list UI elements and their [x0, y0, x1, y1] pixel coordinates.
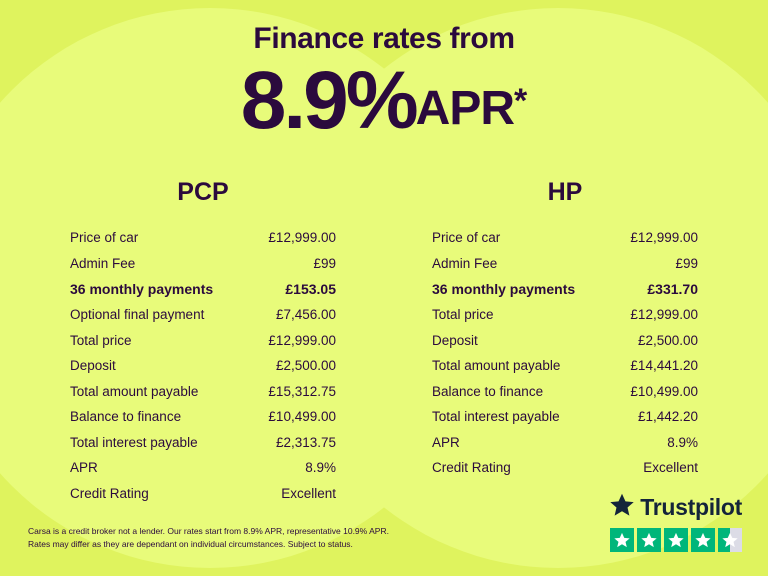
row-value: £99	[675, 255, 698, 271]
apr-headline	[0, 55, 768, 146]
row-label: Total amount payable	[70, 383, 199, 399]
table-row	[432, 404, 698, 430]
trustpilot-star-icon	[609, 492, 635, 523]
row-value: Excellent	[643, 460, 698, 476]
table-row	[70, 328, 336, 354]
row-value: £2,500.00	[637, 332, 698, 348]
table-row	[70, 379, 336, 405]
column-hp	[384, 178, 746, 506]
row-value: £2,500.00	[275, 358, 336, 374]
row-label: Price of car	[432, 230, 501, 245]
row-label: Price of car	[70, 230, 139, 245]
row-label: Total interest payable	[70, 434, 198, 450]
row-label: 36 monthly payments	[432, 281, 576, 298]
row-value: £7,456.00	[275, 307, 336, 323]
row-value: Excellent	[281, 485, 336, 501]
table-row	[432, 379, 698, 405]
row-label: Total interest payable	[432, 409, 560, 425]
column-pcp	[22, 178, 384, 506]
row-value: £153.05	[285, 281, 336, 298]
row-label: Deposit	[432, 332, 478, 348]
row-label: 36 monthly payments	[70, 281, 214, 298]
finance-columns	[0, 178, 768, 506]
row-value: £12,999.00	[268, 332, 336, 348]
row-value: £15,312.75	[268, 383, 336, 399]
table-row	[432, 302, 698, 328]
row-label: Admin Fee	[70, 255, 136, 271]
table-row	[70, 404, 336, 430]
row-label: Total price	[432, 307, 494, 323]
rates-table-hp	[432, 225, 698, 481]
row-label: Optional final payment	[70, 307, 205, 323]
table-row	[432, 455, 698, 481]
apr-value: 8.9%	[240, 55, 416, 146]
row-value: 8.9%	[305, 460, 336, 476]
trustpilot-stars	[609, 528, 742, 552]
trustpilot-header	[609, 492, 742, 523]
column-title-pcp: PCP	[177, 178, 229, 206]
table-row	[432, 353, 698, 379]
row-value: 8.9%	[667, 434, 698, 450]
row-value: £331.70	[647, 281, 698, 298]
apr-asterisk: *	[514, 82, 528, 120]
row-value: £14,441.20	[630, 358, 698, 374]
row-value: £12,999.00	[630, 307, 698, 323]
trustpilot-label: Trustpilot	[640, 494, 742, 520]
disclaimer-line-2: Rates may differ as they are dependant on individual circumstances. Subject to status.	[28, 538, 353, 549]
apr-word: APR	[415, 82, 514, 135]
star-icon	[637, 528, 661, 552]
row-label: APR	[432, 434, 460, 450]
row-label: Total price	[70, 332, 132, 348]
disclaimer-line-1: Carsa is a credit broker not a lender. Our rates start from 8.9% APR, representative 10.9% APR.	[28, 526, 389, 537]
table-row	[70, 225, 336, 251]
row-value: £10,499.00	[630, 383, 698, 399]
row-value: £1,442.20	[637, 409, 698, 425]
star-icon	[691, 528, 715, 552]
table-row	[70, 276, 336, 302]
row-value: £10,499.00	[268, 409, 336, 425]
row-label: Balance to finance	[70, 409, 182, 425]
table-row	[432, 430, 698, 456]
row-label: Deposit	[70, 358, 116, 374]
table-row	[70, 455, 336, 481]
star-icon	[610, 528, 634, 552]
row-label: APR	[70, 460, 98, 476]
star-icon	[664, 528, 688, 552]
row-value: £2,313.75	[275, 434, 336, 450]
row-label: Admin Fee	[432, 255, 498, 271]
table-row	[432, 251, 698, 277]
row-value: £99	[313, 255, 336, 271]
table-row	[70, 353, 336, 379]
page-title: Finance rates from	[253, 22, 515, 55]
row-label: Balance to finance	[432, 383, 544, 399]
column-title-hp: HP	[547, 178, 583, 206]
row-value: £12,999.00	[630, 230, 698, 245]
trustpilot-rating	[609, 492, 742, 552]
table-row	[432, 225, 698, 251]
table-row	[70, 481, 336, 507]
row-value: £12,999.00	[268, 230, 336, 245]
table-row	[70, 302, 336, 328]
disclaimer	[28, 525, 389, 550]
table-row	[432, 328, 698, 354]
row-label: Credit Rating	[432, 460, 511, 476]
star-half-icon	[718, 528, 742, 552]
rates-table-pcp	[70, 225, 336, 506]
table-row	[70, 251, 336, 277]
row-label: Total amount payable	[432, 358, 561, 374]
table-row	[432, 276, 698, 302]
row-label: Credit Rating	[70, 485, 149, 501]
table-row	[70, 430, 336, 456]
